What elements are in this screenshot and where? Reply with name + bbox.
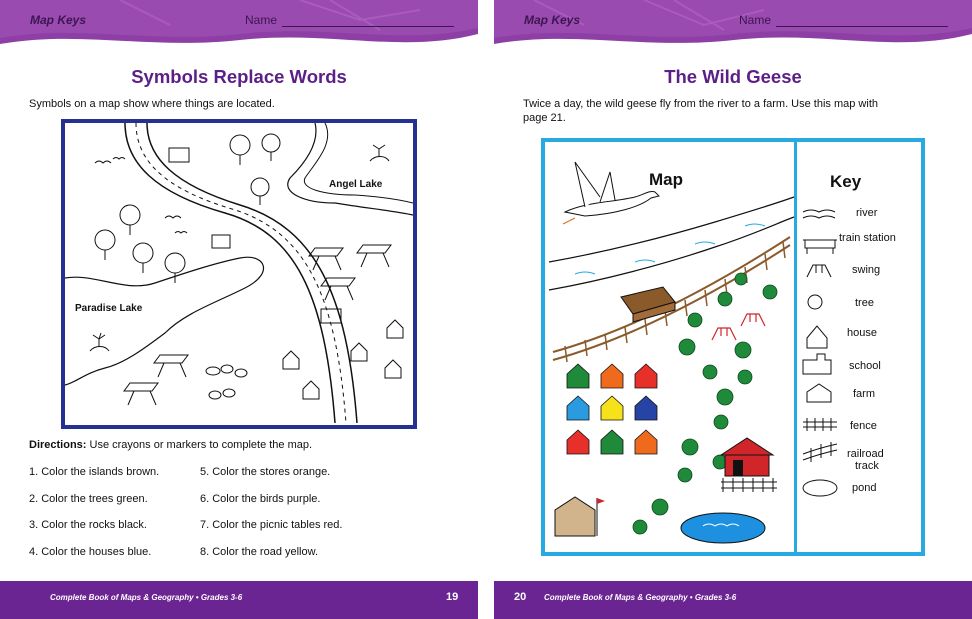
swing-key-icon <box>807 265 831 277</box>
page-header <box>0 0 478 58</box>
symbol-map <box>61 119 417 429</box>
page-footer <box>494 581 972 619</box>
name-line <box>282 26 454 27</box>
geese-map <box>541 138 925 556</box>
intro-text-line-2: page 21. <box>523 112 566 124</box>
page-footer <box>0 581 478 619</box>
directions-text: Use crayons or markers to complete the map. <box>86 439 313 451</box>
page-title: Symbols Replace Words <box>131 66 347 87</box>
directions <box>29 439 312 451</box>
key-item-school: school <box>849 360 881 372</box>
header-banner <box>0 0 478 58</box>
farm-key-icon <box>807 384 831 402</box>
header-name-label: Name <box>245 13 278 27</box>
direction-item: 6. Color the birds purple. <box>200 493 321 505</box>
footer-text: Complete Book of Maps & Geography • Grades 3-6 <box>50 593 243 602</box>
key-item-train-station: train station <box>839 232 896 244</box>
goose-icon <box>563 162 659 224</box>
key-item-swing: swing <box>852 264 881 276</box>
direction-item: 2. Color the trees green. <box>29 493 148 505</box>
page-title: The Wild Geese <box>664 66 802 87</box>
map-drawing <box>65 123 413 425</box>
key-item-fence: fence <box>850 420 877 432</box>
direction-item: 3. Color the rocks black. <box>29 519 147 531</box>
key-title: Key <box>830 172 862 191</box>
key-item-house: house <box>847 327 877 339</box>
name-line <box>776 26 948 27</box>
header-banner <box>494 0 972 58</box>
page-gutter <box>478 0 494 619</box>
intro-text: Symbols on a map show where things are located. <box>29 98 275 110</box>
school-key-icon <box>803 354 831 374</box>
header-section-title: Map Keys <box>524 13 581 27</box>
direction-item: 8. Color the road yellow. <box>200 546 319 558</box>
page-number: 19 <box>446 591 459 603</box>
key-item-tree: tree <box>855 297 874 309</box>
fence-key-icon <box>803 418 837 431</box>
map-title: Map <box>649 170 683 189</box>
left-page <box>0 0 478 619</box>
house-key-icon <box>807 326 827 348</box>
page-number: 20 <box>514 591 527 603</box>
key-item-pond: pond <box>852 482 877 494</box>
direction-item: 4. Color the houses blue. <box>29 546 152 558</box>
key-item-farm: farm <box>853 388 875 400</box>
direction-item: 5. Color the stores orange. <box>200 466 331 478</box>
river-key-icon <box>803 210 835 218</box>
footer-text: Complete Book of Maps & Geography • Grades 3-6 <box>544 593 737 602</box>
direction-item: 7. Color the picnic tables red. <box>200 519 343 531</box>
page-header <box>494 0 972 58</box>
intro-text-line-1: Twice a day, the wild geese fly from the river to a farm. Use this map with <box>523 98 878 110</box>
directions-label: Directions: <box>29 439 87 451</box>
header-section-title: Map Keys <box>30 13 87 27</box>
pond-key-icon <box>803 480 837 496</box>
key-item-river: river <box>856 207 878 219</box>
direction-item: 1. Color the islands brown. <box>29 466 160 478</box>
train-station-key-icon <box>803 240 837 254</box>
angel-lake-label: Angel Lake <box>329 179 383 190</box>
key-item-track: track <box>855 460 879 472</box>
key-item-railroad: railroad <box>847 448 884 460</box>
railroad-key-icon <box>803 442 837 462</box>
paradise-lake-label: Paradise Lake <box>75 303 143 314</box>
header-name-label: Name <box>739 13 772 27</box>
tree-key-icon <box>808 295 822 309</box>
